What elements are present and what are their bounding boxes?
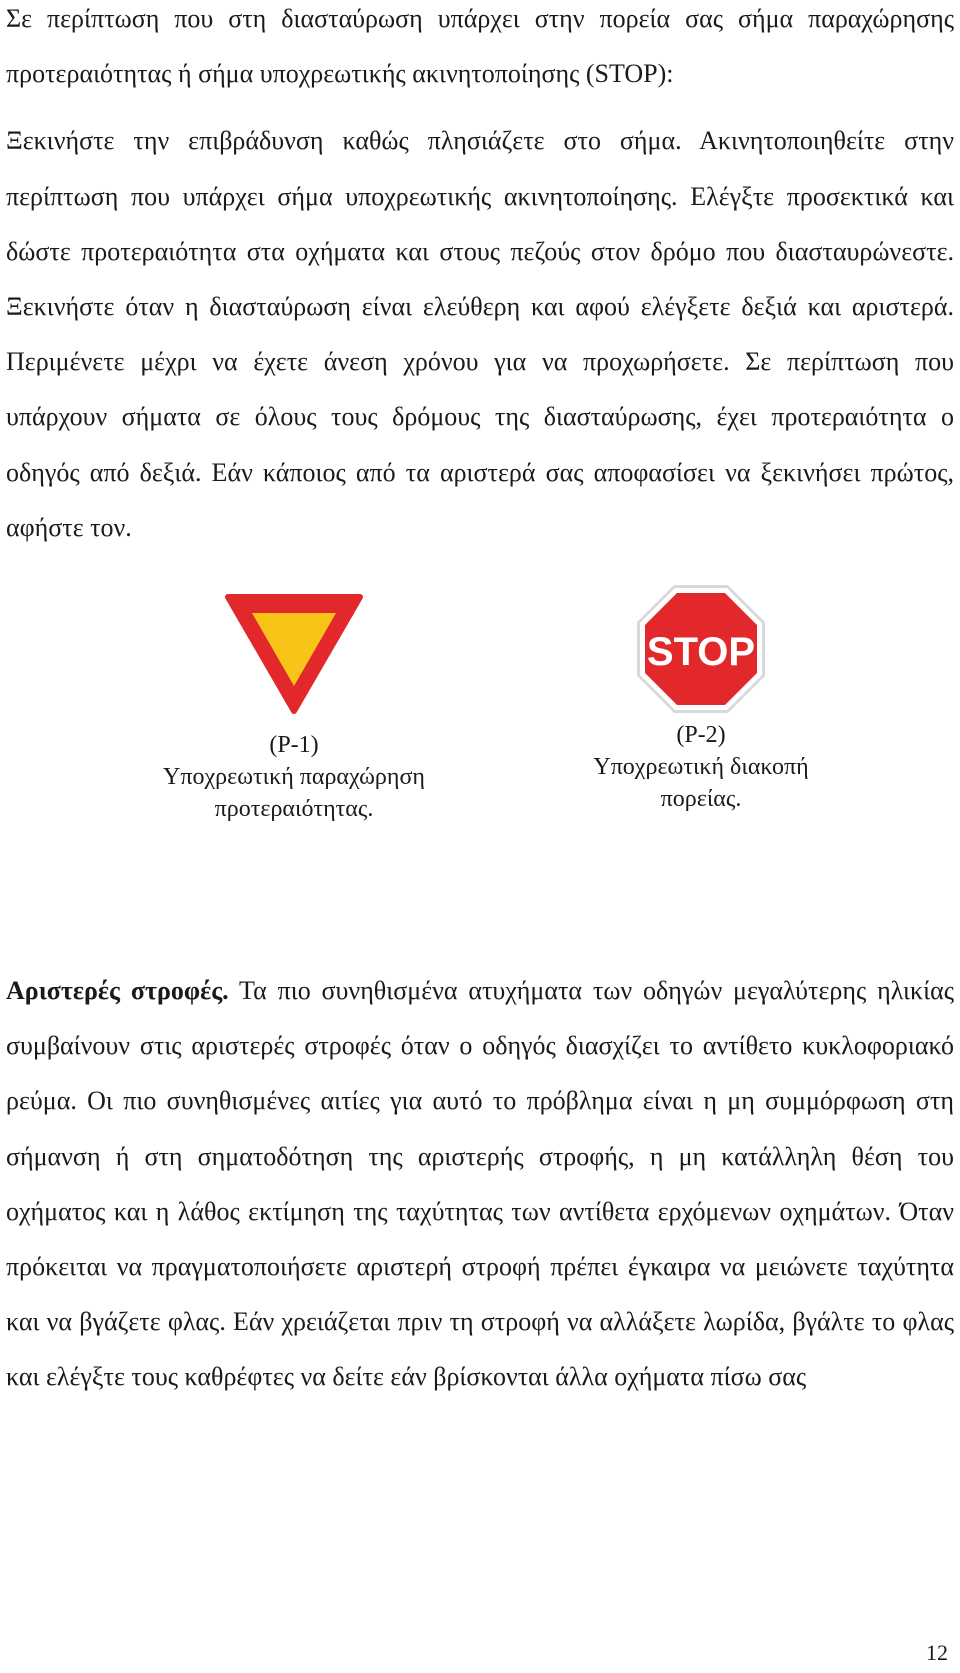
stop-sign-caption-line1: Υποχρεωτική διακοπή bbox=[593, 754, 809, 781]
yield-sign-caption-line1: Υποχρεωτική παραχώρηση bbox=[163, 764, 425, 791]
stop-sign-caption-line2: πορείας. bbox=[660, 786, 742, 813]
page-number: 12 bbox=[926, 1640, 948, 1665]
yield-sign-figure bbox=[124, 593, 464, 825]
left-turns-heading: Αριστερές στροφές. bbox=[6, 976, 229, 1006]
stop-sign-code: (Ρ-2) bbox=[676, 722, 726, 749]
stop-sign-text: STOP bbox=[646, 630, 756, 675]
traffic-signs-figure bbox=[6, 593, 954, 963]
document-page bbox=[6, 0, 954, 1405]
yield-sign-code: (Ρ-1) bbox=[269, 732, 319, 759]
stop-sign-caption bbox=[531, 719, 871, 815]
intro-paragraph: Σε περίπτωση που στη διασταύρωση υπάρχει στην πορεία σας σήμα παραχώρησης προτεραιότητας ή σήμα υποχρεωτικής ακινητοποίησης (STOP): bbox=[6, 4, 954, 89]
stop-sign-icon bbox=[635, 583, 767, 715]
stop-sign-figure bbox=[531, 593, 871, 815]
instructions-paragraph: Ξεκινήστε την επιβράδυνση καθώς πλησιάζετε στο σήμα. Ακινητοποιηθείτε στην περίπτωση που υπάρχει σήμα υποχρεωτικής ακινητοποίησης. Ελέγξτε προσεκτικά και δώστε προτεραιότητα στα οχήματα και στους πεζούς στον δρόμο που διασταυρώνεστε. Ξεκινήστε όταν η διασταύρωση είναι ελεύθερη και αφού ελέγξετε δεξιά και αριστερά. Περιμένετε μέχρι να έχετε άνεση χρόνου για να προχωρήσετε. Σε περίπτωση που υπάρχουν σήματα σε όλους τους δρόμους της διασταύρωσης, έχει προτεραιότητα ο οδηγός από δεξιά. Εάν κάποιος από τα αριστερά σας αποφασίσει να ξεκινήσει πρώτος, αφήστε τον. bbox=[6, 126, 954, 542]
yield-sign-icon bbox=[224, 593, 364, 715]
yield-sign-caption-line2: προτεραιότητας. bbox=[214, 796, 374, 823]
left-turns-paragraph bbox=[6, 963, 954, 1405]
yield-sign-caption bbox=[124, 729, 464, 825]
left-turns-body: Τα πιο συνηθισμένα ατυχήματα των οδηγών μεγαλύτερης ηλικίας συμβαίνουν στις αριστερές στροφές όταν ο οδηγός διασχίζει το αντίθετο κυκλοφοριακό ρεύμα. Οι πιο συνηθισμένες αιτίες για αυτό το πρόβλημα είναι η μη συμμόρφωση στη σήμανση ή στη σηματοδότηση της αριστερής στροφής, η μη κατάλληλη θέση του οχήματος και η λάθος εκτίμηση της ταχύτητας των αντίθετα ερχόμενων οχημάτων. Όταν πρόκειται να πραγματοποιήσετε αριστερή στροφή πρέπει έγκαιρα να μειώνετε ταχύτητα και να βγάζετε φλας. Εάν χρειάζεται πριν τη στροφή να αλλάξετε λωρίδα, βγάλτε το φλας και ελέγξτε τους καθρέφτες να δείτε εάν βρίσκονται άλλα οχήματα πίσω σας bbox=[6, 976, 955, 1392]
